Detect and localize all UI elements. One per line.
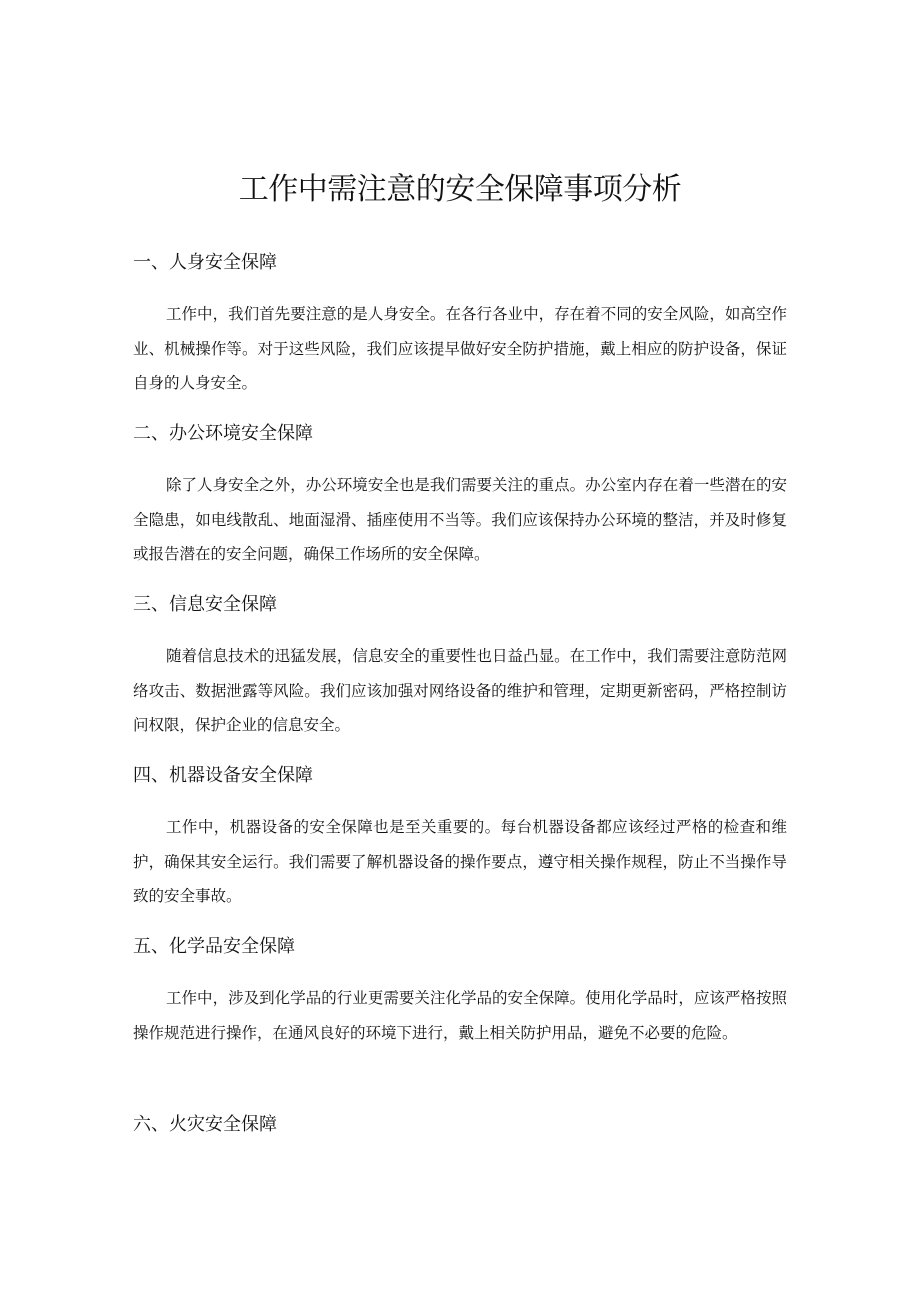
section-heading: 六、火灾安全保障	[133, 1114, 277, 1135]
section-chemical-safety	[133, 934, 787, 1050]
section-heading: 四、机器设备安全保障	[133, 765, 313, 786]
section-paragraph: 工作中，机器设备的安全保障也是至关重要的。每台机器设备都应该经过严格的检查和维护，确保其安全运行。我们需要了解机器设备的操作要点，遵守相关操作规程，防止不当操作导致的安全事故。	[133, 818, 787, 905]
section-machine-safety	[133, 763, 787, 914]
section-paragraph: 除了人身安全之外，办公环境安全也是我们需要关注的重点。办公室内存在着一些潜在的安全隐患，如电线散乱、地面湿滑、插座使用不当等。我们应该保持办公环境的整洁，并及时修复或报告潜在的安全问题，确保工作场所的安全保障。	[133, 476, 787, 563]
section-paragraph: 工作中，我们首先要注意的是人身安全。在各行各业中，存在着不同的安全风险，如高空作业、机械操作等。对于这些风险，我们应该提早做好安全防护措施，戴上相应的防护设备，保证自身的人身安全。	[133, 305, 787, 392]
section-office-safety	[133, 421, 787, 572]
section-fire-safety	[133, 1112, 787, 1138]
section-paragraph: 工作中，涉及到化学品的行业更需要关注化学品的安全保障。使用化学品时，应该严格按照操作规范进行操作，在通风良好的环境下进行，戴上相关防护用品，避免不必要的危险。	[133, 989, 787, 1042]
section-heading: 三、信息安全保障	[133, 594, 277, 615]
section-heading: 五、化学品安全保障	[133, 936, 295, 957]
section-heading: 一、人身安全保障	[133, 252, 277, 273]
section-heading: 二、办公环境安全保障	[133, 423, 313, 444]
section-personal-safety	[133, 250, 787, 401]
section-information-security	[133, 592, 787, 743]
section-paragraph: 随着信息技术的迅猛发展，信息安全的重要性也日益凸显。在工作中，我们需要注意防范网络攻击、数据泄露等风险。我们应该加强对网络设备的维护和管理，定期更新密码，严格控制访问权限，保护企业的信息安全。	[133, 647, 787, 734]
document-title: 工作中需注意的安全保障事项分析	[238, 172, 682, 207]
